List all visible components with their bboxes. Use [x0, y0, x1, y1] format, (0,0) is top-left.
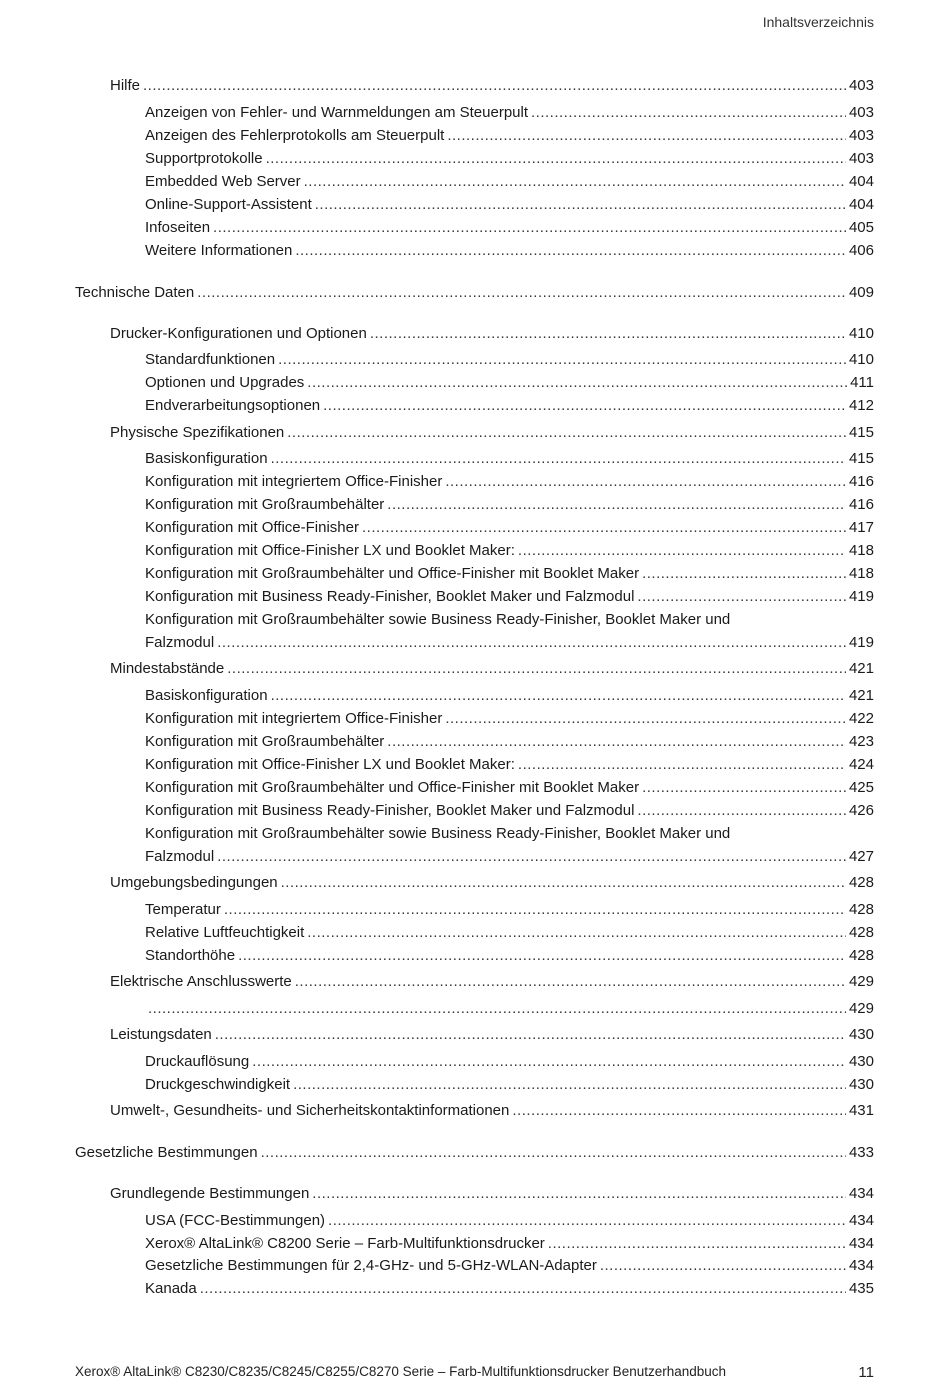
toc-page-number: 403	[848, 77, 874, 94]
toc-entry[interactable]	[145, 564, 874, 584]
toc-entry[interactable]	[145, 472, 874, 492]
toc-entry[interactable]	[145, 900, 874, 920]
toc-page-number: 434	[848, 1212, 874, 1229]
toc-entry-title: Leistungsdaten	[110, 1026, 212, 1043]
toc-entry[interactable]	[145, 396, 874, 416]
toc-entry-title: Konfiguration mit Großraumbehälter und Office-Finisher mit Booklet Maker	[145, 565, 640, 582]
toc-page-number: 428	[848, 874, 874, 891]
dot-leader	[518, 541, 846, 561]
toc-page-number: 421	[848, 687, 874, 704]
dot-leader	[271, 686, 846, 706]
toc-page-number: 434	[848, 1257, 874, 1274]
dot-leader	[200, 1279, 846, 1299]
toc-entry-title: Umgebungsbedingungen	[110, 874, 278, 891]
toc-page-number: 410	[848, 325, 874, 342]
dot-leader	[224, 900, 846, 920]
toc-entry[interactable]	[145, 709, 874, 729]
dot-leader	[642, 564, 846, 584]
toc-entry[interactable]	[145, 1052, 874, 1072]
dot-leader	[307, 373, 847, 393]
toc-entry[interactable]	[145, 149, 874, 169]
dot-leader	[447, 126, 846, 146]
toc-entry-title: Endverarbeitungsoptionen	[145, 397, 321, 414]
toc-entry[interactable]	[145, 1234, 874, 1254]
toc-page-number: 429	[848, 973, 874, 990]
toc-page-number: 409	[848, 284, 874, 301]
toc-entry-title: Konfiguration mit Großraumbehälter	[145, 496, 385, 513]
toc-page-number: 417	[848, 519, 874, 536]
dot-leader	[600, 1256, 846, 1276]
toc-entry-title: Grundlegende Bestimmungen	[110, 1185, 310, 1202]
toc-entry-title: Weitere Informationen	[145, 242, 293, 259]
toc-entry[interactable]	[145, 1279, 874, 1299]
toc-entry[interactable]	[145, 587, 874, 607]
toc-page-number: 416	[848, 496, 874, 513]
toc-page-number: 428	[848, 924, 874, 941]
toc-entry[interactable]	[145, 946, 874, 966]
dot-leader	[642, 778, 846, 798]
toc-page-number: 435	[848, 1280, 874, 1297]
toc-page-number: 419	[848, 634, 874, 651]
toc-entry-title: Konfiguration mit Business Ready-Finisher, Booklet Maker und Falzmodul	[145, 802, 635, 819]
toc-page-number: 430	[848, 1076, 874, 1093]
running-header: Inhaltsverzeichnis	[762, 14, 874, 30]
toc-page-number: 418	[848, 565, 874, 582]
dot-leader	[518, 755, 846, 775]
toc-entry[interactable]	[110, 1025, 874, 1045]
toc-entry[interactable]	[145, 518, 874, 538]
page-footer	[75, 1364, 874, 1381]
toc-page-number: 403	[848, 127, 874, 144]
toc-page-number: 405	[848, 219, 874, 236]
toc-entry[interactable]	[75, 283, 874, 303]
dot-leader	[278, 350, 846, 370]
toc-page-number: 415	[848, 450, 874, 467]
toc-page-number: 404	[848, 173, 874, 190]
toc-entry-title: Online-Support-Assistent	[145, 196, 312, 213]
toc-page-number: 423	[848, 733, 874, 750]
dot-leader	[548, 1234, 846, 1254]
toc-entry[interactable]	[145, 495, 874, 515]
dot-leader	[323, 396, 846, 416]
dot-leader	[197, 283, 846, 303]
toc-page-number: 424	[848, 756, 874, 773]
toc-entry[interactable]	[145, 1256, 874, 1276]
toc-page-number: 426	[848, 802, 874, 819]
toc-entry-title: Physische Spezifikationen	[110, 424, 285, 441]
toc-page-number: 430	[848, 1053, 874, 1070]
toc-entry-title: Technische Daten	[75, 284, 195, 301]
dot-leader	[217, 847, 846, 867]
dot-leader	[304, 172, 846, 192]
toc-entry-title: Druckauflösung	[145, 1053, 250, 1070]
toc-page-number: 418	[848, 542, 874, 559]
toc-page-number: 411	[850, 374, 874, 391]
toc-entry[interactable]	[145, 847, 874, 867]
toc-entry[interactable]	[145, 1075, 874, 1095]
toc-entry[interactable]	[145, 1211, 874, 1231]
dot-leader	[213, 218, 846, 238]
toc-entry[interactable]	[110, 1184, 874, 1204]
toc-entry-title: Hilfe	[110, 77, 141, 94]
toc-entry-title: Konfiguration mit Office-Finisher LX und Booklet Maker:	[145, 756, 515, 773]
dot-leader	[512, 1101, 846, 1121]
toc-entry-title: Konfiguration mit integriertem Office-Finisher	[145, 710, 443, 727]
toc-entry-title: Druckgeschwindigkeit	[145, 1076, 291, 1093]
toc-entry-title: Konfiguration mit integriertem Office-Finisher	[145, 473, 443, 490]
toc-entry[interactable]	[110, 659, 874, 679]
toc-entry[interactable]	[145, 373, 874, 393]
toc-page-number: 433	[848, 1144, 874, 1161]
toc-entry-continuation[interactable]: Konfiguration mit Großraumbehälter sowie Business Ready-Finisher, Booklet Maker und	[145, 825, 731, 842]
dot-leader	[312, 1184, 846, 1204]
toc-entry-title: Temperatur	[145, 901, 221, 918]
toc-entry[interactable]	[145, 778, 874, 798]
dot-leader	[227, 659, 846, 679]
toc-entry-title: Anzeigen von Fehler- und Warnmeldungen am Steuerpult	[145, 104, 528, 121]
toc-entry-title: Supportprotokolle	[145, 150, 263, 167]
dot-leader	[445, 472, 846, 492]
dot-leader	[328, 1211, 846, 1231]
dot-leader	[261, 1143, 846, 1163]
toc-entry-title: Drucker-Konfigurationen und Optionen	[110, 325, 367, 342]
toc-entry-title: Konfiguration mit Office-Finisher LX und Booklet Maker:	[145, 542, 515, 559]
dot-leader	[362, 518, 846, 538]
toc-entry[interactable]	[145, 195, 874, 215]
toc-entry[interactable]	[145, 755, 874, 775]
toc-entry[interactable]	[110, 324, 874, 344]
toc-entry[interactable]	[145, 801, 874, 821]
toc-page-number: 412	[848, 397, 874, 414]
toc-entry[interactable]	[110, 873, 874, 893]
footer-title: Xerox® AltaLink® C8230/C8235/C8245/C8255/C8270 Serie – Farb-Multifunktionsdrucker Benutzerhandbuch	[75, 1364, 727, 1379]
toc-entry-title: Optionen und Upgrades	[145, 374, 305, 391]
toc-entry-title: Falzmodul	[145, 848, 215, 865]
dot-leader	[637, 801, 846, 821]
toc-entry[interactable]	[145, 633, 874, 653]
toc-entry-title: USA (FCC-Bestimmungen)	[145, 1212, 326, 1229]
dot-leader	[293, 1075, 846, 1095]
toc-entry-title: Konfiguration mit Business Ready-Finisher, Booklet Maker und Falzmodul	[145, 588, 635, 605]
toc-entry-title: Basiskonfiguration	[145, 450, 268, 467]
dot-leader	[387, 732, 846, 752]
toc-entry[interactable]	[145, 126, 874, 146]
toc-entry[interactable]	[110, 1101, 874, 1121]
toc-page-number: 421	[848, 660, 874, 677]
toc-entry[interactable]	[110, 423, 874, 443]
dot-leader	[143, 76, 846, 96]
toc-entry-title: Standorthöhe	[145, 947, 236, 964]
toc-entry-title: Basiskonfiguration	[145, 687, 268, 704]
toc-entry[interactable]	[145, 732, 874, 752]
toc-entry-title: Relative Luftfeuchtigkeit	[145, 924, 305, 941]
dot-leader	[271, 449, 846, 469]
toc-entry[interactable]	[145, 923, 874, 943]
toc-entry-title: Falzmodul	[145, 634, 215, 651]
dot-leader	[307, 923, 846, 943]
toc-entry-title: Gesetzliche Bestimmungen	[75, 1144, 258, 1161]
toc-entry-title: Mindestabstände	[110, 660, 225, 677]
toc-entry-title: Gesetzliche Bestimmungen für 2,4-GHz- und 5-GHz-WLAN-Adapter	[145, 1257, 597, 1274]
dot-leader	[315, 195, 846, 215]
toc-entry[interactable]	[145, 103, 874, 123]
dot-leader	[281, 873, 846, 893]
toc-entry-title: Konfiguration mit Großraumbehälter	[145, 733, 385, 750]
toc-entry-title: Konfiguration mit Großraumbehälter und Office-Finisher mit Booklet Maker	[145, 779, 640, 796]
dot-leader	[215, 1025, 846, 1045]
dot-leader	[252, 1052, 846, 1072]
toc-page-number: 419	[848, 588, 874, 605]
dot-leader	[287, 423, 846, 443]
toc-entry[interactable]	[75, 1143, 874, 1163]
dot-leader	[295, 972, 846, 992]
toc-entry[interactable]	[145, 350, 874, 370]
toc-entry-title: Infoseiten	[145, 219, 211, 236]
toc-entry[interactable]	[145, 999, 874, 1019]
toc-entry[interactable]	[145, 449, 874, 469]
toc-entry-title: Elektrische Anschlusswerte	[110, 973, 292, 990]
toc-page-number: 431	[848, 1102, 874, 1119]
toc-entry[interactable]	[145, 241, 874, 261]
toc-page-number: 425	[848, 779, 874, 796]
toc-page-number: 415	[848, 424, 874, 441]
toc-page-number: 403	[848, 104, 874, 121]
toc-entry-title: Kanada	[145, 1280, 197, 1297]
toc-page-number: 416	[848, 473, 874, 490]
toc-entry[interactable]	[145, 541, 874, 561]
dot-leader	[148, 999, 846, 1019]
toc-page-number: 428	[848, 947, 874, 964]
toc-page-number: 430	[848, 1026, 874, 1043]
dot-leader	[370, 324, 846, 344]
dot-leader	[217, 633, 846, 653]
toc-entry[interactable]	[110, 972, 874, 992]
dot-leader	[238, 946, 846, 966]
toc-entry-title: Xerox® AltaLink® C8200 Serie – Farb-Multifunktionsdrucker	[145, 1235, 545, 1252]
dot-leader	[266, 149, 846, 169]
toc-entry[interactable]	[110, 76, 874, 96]
toc-entry[interactable]	[145, 218, 874, 238]
toc-page-number: 404	[848, 196, 874, 213]
toc-page-number: 403	[848, 150, 874, 167]
toc-entry[interactable]	[145, 172, 874, 192]
toc-page-number: 434	[848, 1235, 874, 1252]
toc-page-number: 428	[848, 901, 874, 918]
toc-entry-continuation[interactable]: Konfiguration mit Großraumbehälter sowie Business Ready-Finisher, Booklet Maker und	[145, 611, 731, 628]
toc-entry-title: Konfiguration mit Office-Finisher	[145, 519, 359, 536]
dot-leader	[445, 709, 846, 729]
toc-entry-title: Embedded Web Server	[145, 173, 301, 190]
toc-page-number: 406	[848, 242, 874, 259]
toc-entry-title: Umwelt-, Gesundheits- und Sicherheitskontaktinformationen	[110, 1102, 510, 1119]
dot-leader	[637, 587, 846, 607]
dot-leader	[295, 241, 846, 261]
toc-page-number: 429	[848, 1000, 874, 1017]
page-number: 11	[858, 1364, 874, 1381]
toc-entry-title: Standardfunktionen	[145, 351, 276, 368]
toc-page-number: 427	[848, 848, 874, 865]
toc-entry-title: Anzeigen des Fehlerprotokolls am Steuerpult	[145, 127, 445, 144]
toc-entry[interactable]	[145, 686, 874, 706]
dot-leader	[387, 495, 846, 515]
toc-page-number: 410	[848, 351, 874, 368]
dot-leader	[531, 103, 846, 123]
toc-page-number: 422	[848, 710, 874, 727]
toc-page-number: 434	[848, 1185, 874, 1202]
